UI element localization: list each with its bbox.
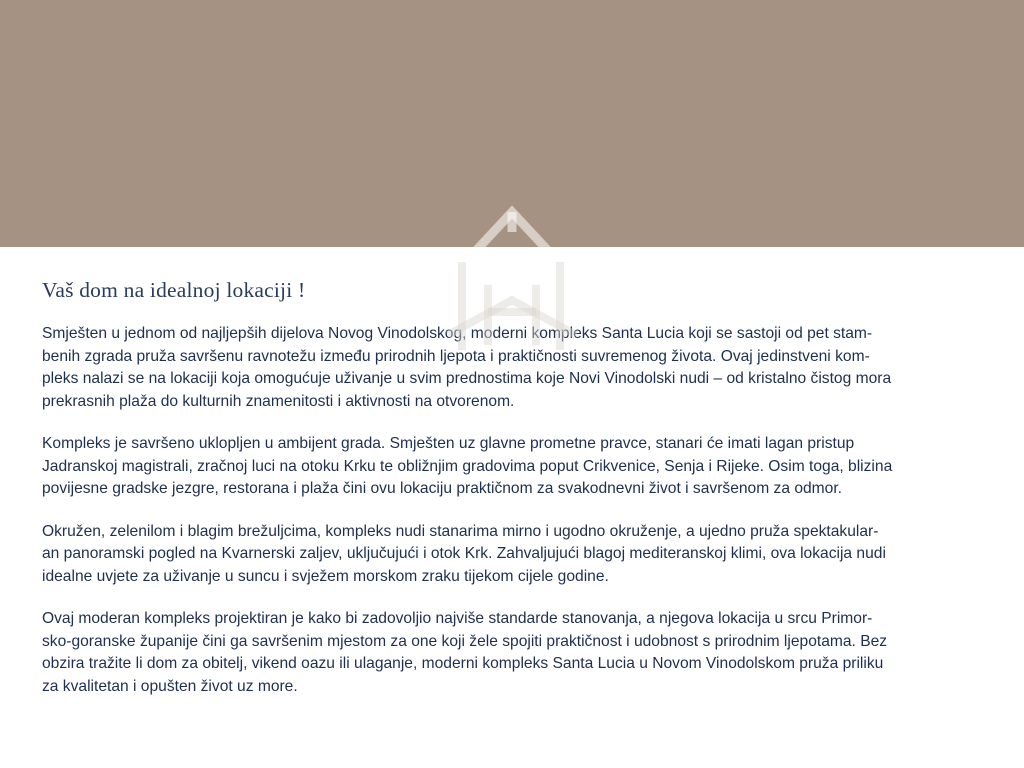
paragraph-1: [42, 323, 1022, 413]
paragraph-2: [42, 433, 1022, 501]
paragraph-line: benih zgrada pruža savršenu ravnotežu između prirodnih ljepota i praktičnosti suvremenog života. Ovaj jedinstveni kom-: [42, 347, 870, 365]
paragraph-line: za kvalitetan i opušten život uz more.: [42, 677, 298, 695]
paragraph-line: prekrasnih plaža do kulturnih znamenitosti i aktivnosti na otvorenom.: [42, 392, 515, 410]
paragraph-line: sko-goranske županije čini ga savršenim mjestom za one koji žele spojiti praktičnost i udobnost s prirodnim ljepotama. Bez: [42, 632, 888, 650]
paragraph-line: Kompleks je savršeno uklopljen u ambijent grada. Smješten uz glavne prometne pravce, stanari će imati lagan pristup: [42, 435, 855, 452]
paragraph-line: Okružen, zelenilom i blagim brežuljcima, kompleks nudi stanarima mirno i ugodno okruženje, a ujedno pruža spektakular-: [42, 522, 879, 540]
paragraph-line: Ovaj moderan kompleks projektiran je kako bi zadovoljio najviše standarde stanovanja, a njegova lokacija u srcu Primor-: [42, 610, 873, 627]
page-title: Vaš dom na idealnoj lokaciji !: [42, 278, 306, 302]
paragraph-line: povijesne gradske jezgre, restorana i plaža čini ovu lokaciju praktičnom za svakodnevni život i savršenom za odmor.: [42, 480, 843, 497]
paragraph-line: Jadranskoj magistrali, zračnoj luci na otoku Krku te obližnjim gradovima poput Crikvenice, Senja i Rijeke. Osim toga, blizina: [42, 457, 893, 475]
paragraph-line: idealne uvjete za uživanje u suncu i svježem morskom zraku tijekom cijele godine.: [42, 567, 609, 585]
header-color-band: [0, 0, 1024, 247]
paragraph-3: [42, 521, 1022, 589]
document-body: [42, 278, 1022, 718]
paragraph-line: pleks nalazi se na lokaciji koja omogućuje uživanje u svim prednostima koje Novi Vinodolski nudi – od kristalno čistog mora: [42, 370, 892, 387]
paragraph-line: an panoramski pogled na Kvarnerski zaljev, uključujući i otok Krk. Zahvaljujući blagoj mediteranskoj klimi, ova lokacija nudi: [42, 545, 886, 562]
paragraph-4: [42, 608, 1022, 698]
paragraph-line: Smješten u jednom od najljepših dijelova Novog Vinodolskog, moderni kompleks Santa Lucia koji se sastoji od pet stam-: [42, 325, 873, 342]
paragraph-line: obzira tražite li dom za obitelj, vikend oazu ili ulaganje, moderni kompleks Santa Lucia u Novom Vinodolskom pruža priliku: [42, 655, 884, 672]
